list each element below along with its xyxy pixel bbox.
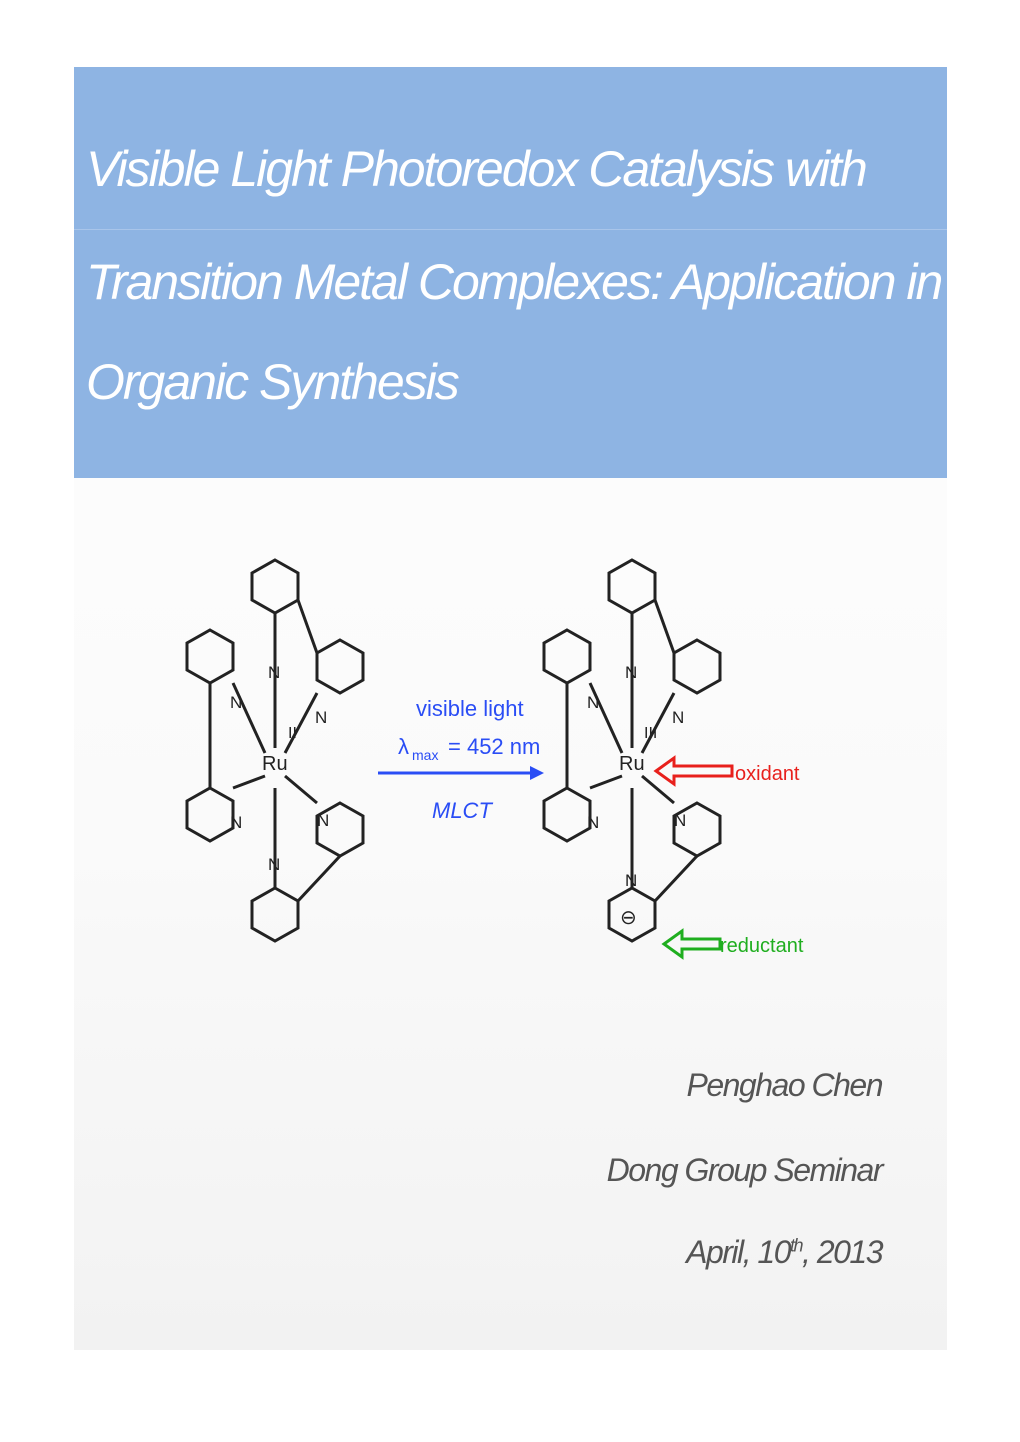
left-nitrogen-upper-right: N — [315, 708, 328, 727]
seminar-name: Dong Group Seminar — [606, 1152, 882, 1188]
date-prefix: April, 10 — [686, 1234, 791, 1270]
right-metal-label: Ru — [619, 753, 645, 775]
lambda-symbol: λ — [398, 734, 409, 759]
seminar-date — [686, 1234, 882, 1271]
arrow-label-bottom: MLCT — [432, 798, 492, 823]
date-superscript: th — [790, 1235, 803, 1256]
right-nitrogen-lower-left: N — [587, 813, 600, 832]
oxidant-arrow-icon — [656, 758, 732, 784]
right-nitrogen-lower-right: N — [674, 811, 687, 830]
left-nitrogen-bottom: N — [268, 855, 281, 874]
oxidant-label: oxidant — [735, 763, 800, 785]
right-nitrogen-bottom: N — [625, 871, 638, 890]
left-metal-label: Ru — [262, 753, 288, 775]
right-nitrogen-top: N — [625, 663, 638, 682]
left-oxidation-state: II — [288, 725, 297, 742]
left-nitrogen-lower-left: N — [230, 813, 243, 832]
arrow-label-top: visible light — [416, 696, 524, 721]
title-line-3: Organic Synthesis — [86, 354, 458, 410]
author-name: Penghao Chen — [686, 1067, 882, 1103]
right-nitrogen-upper-left: N — [587, 693, 600, 712]
right-oxidation-state: III — [644, 725, 658, 742]
left-nitrogen-top: N — [268, 663, 281, 682]
title-line-2: Transition Metal Complexes: Application in — [86, 254, 942, 310]
date-suffix: , 2013 — [802, 1234, 882, 1270]
right-nitrogen-upper-right: N — [672, 708, 685, 727]
reductant-arrow-icon — [664, 931, 720, 957]
left-complex — [187, 560, 363, 941]
title-divider — [74, 229, 947, 230]
lambda-value: = 452 nm — [448, 734, 541, 759]
reaction-arrow-head — [530, 766, 544, 780]
reductant-label: reductant — [720, 935, 804, 957]
radical-anion-icon: ⊖ — [620, 907, 637, 929]
left-nitrogen-upper-left: N — [230, 693, 243, 712]
reaction-scheme — [180, 548, 820, 988]
title-line-1: Visible Light Photoredox Catalysis with — [86, 141, 866, 197]
lambda-subscript: max — [412, 747, 439, 763]
left-nitrogen-lower-right: N — [317, 811, 330, 830]
